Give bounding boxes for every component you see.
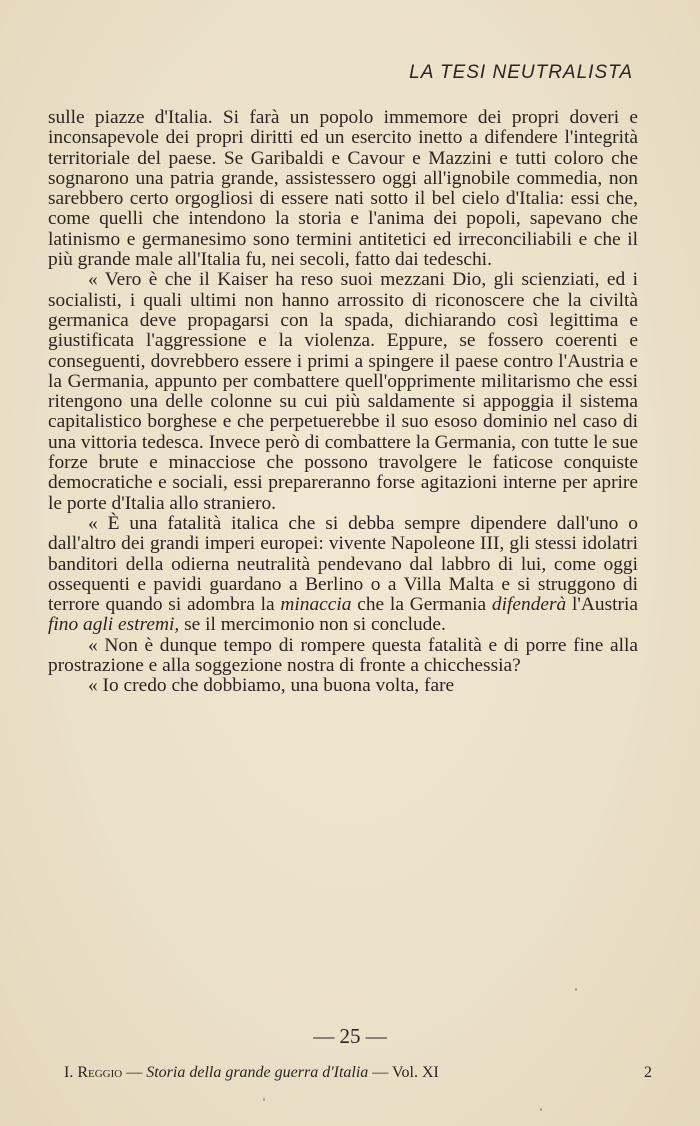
italic-text: fino agli estremi, bbox=[48, 614, 180, 636]
italic-text: minaccia bbox=[280, 594, 352, 616]
text-run: che la Germania bbox=[351, 594, 492, 616]
italic-text: difenderà bbox=[491, 594, 567, 616]
text-run: l'Austria bbox=[566, 594, 638, 616]
signature-line bbox=[64, 1064, 652, 1082]
paper-speck bbox=[540, 1108, 542, 1111]
paper-speck bbox=[263, 1098, 265, 1101]
running-head: LA TESI NEUTRALISTA bbox=[409, 62, 633, 83]
signature-separator: — bbox=[122, 1064, 147, 1081]
paper-speck bbox=[575, 988, 577, 991]
text-run: se il mercimonio non si conclude. bbox=[179, 614, 446, 636]
text-body bbox=[48, 108, 638, 697]
text-run: « È una fatalità italica che si debba sempre dipendere dall'uno o dall'altro dei grandi imperi europei: vivente Napoleone III, gli stessi idolatri banditori della odierna neutralità pendevano dal labbro di lui, come oggi ossequenti e pavidi guardano a Berlino o a Villa Malta e si struggono di terrore quando si adombra la bbox=[48, 512, 638, 616]
paragraph: « Non è dunque tempo di rompere questa fatalità e di porre fine alla prostrazione e alla soggezione nostra di fronte a chicchessia? bbox=[48, 634, 638, 677]
signature-text bbox=[64, 1064, 439, 1082]
signature-title: Storia della grande guerra d'Italia bbox=[146, 1064, 369, 1081]
paragraph: « Io credo che dobbiamo, una buona volta, fare bbox=[88, 675, 455, 697]
paragraph: sulle piazze d'Italia. Si farà un popolo immemore dei propri doveri e inconsapevole dei propri diritti ed un esercito inetto a difendere l'integrità territoriale del paese. Se Garibaldi e Cavour e Mazzini e tutti coloro che sognarono una patria grande, assistessero oggi all'ignobile commedia, non sarebbero certo orgogliosi di essere nati sotto il bel cielo d'Italia: essi che, come quelli che intendono la storia e l'anima dei popoli, sapevano che latinismo e germanesimo sono termini antitetici ed irreconciliabili e che il più grande male all'Italia fu, nei secoli, fatto dai tedeschi. bbox=[48, 107, 638, 271]
signature-volume: — Vol. XI bbox=[368, 1064, 439, 1081]
page-number: — 25 — bbox=[313, 1024, 387, 1048]
signature-author: I. Reggio bbox=[64, 1064, 123, 1081]
paragraph bbox=[48, 514, 638, 636]
signature-number: 2 bbox=[644, 1064, 652, 1081]
paragraph: « Vero è che il Kaiser ha reso suoi mezzani Dio, gli scienziati, ed i socialisti, i quali ultimi non hanno arrossito di riconoscere che la civiltà germanica deve propagarsi con la spada, dichiarando così legittima e giustificata l'aggressione e la violenza. Eppure, se fossero coerenti e conseguenti, dovrebbero essere i primi a spingere il paese contro l'Austria e la Germania, appunto per combattere quell'opprimente militarismo che essi ritengono una delle colonne su cui più saldamente si appoggia il sistema capitalistico borghese e che perpetuerebbe il suo esoso dominio nel caso di una vittoria tedesca. Invece però di combattere la Germania, con tutte le sue forze brute e minacciose che possono travolgere le faticose conquiste democratiche e sociali, essi prepareranno forse agitazioni interne per aprire le porte d'Italia allo straniero. bbox=[48, 269, 638, 514]
